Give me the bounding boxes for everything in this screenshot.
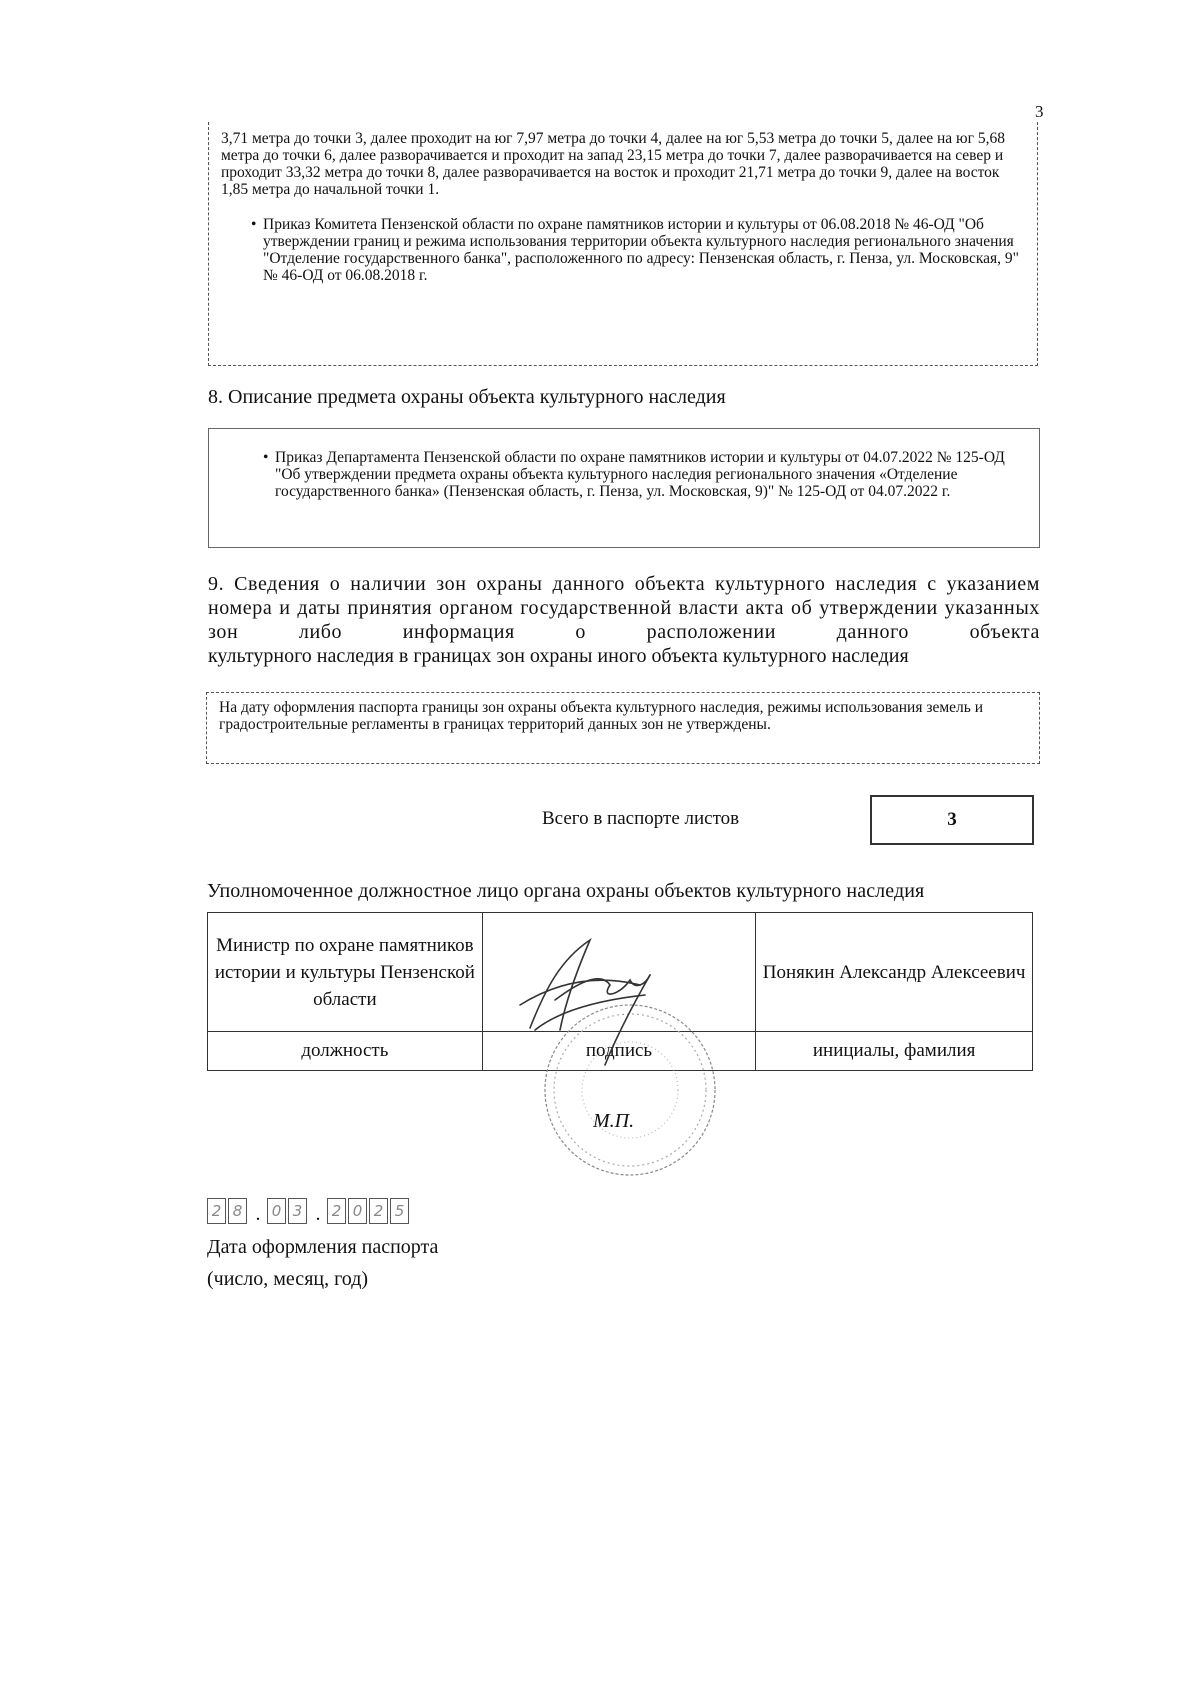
date-day: [207, 1198, 249, 1224]
date-year-digit: 5: [390, 1198, 409, 1224]
authorized-official-title: Уполномоченное должностное лицо органа охраны объектов культурного наследия: [207, 880, 925, 902]
territory-order-item: • Приказ Комитета Пензенской области по охране памятников истории и культуры от 06.08.2018 № 46-ОД "Об утверждении границ и режима использования территории объекта культурного наследия регионального значения "Отделение государственного банка", расположенного по адресу: Пензенская область, г. Пенза, ул. Московская, 9" № 46-ОД от 06.08.2018 г.: [221, 216, 1023, 284]
official-name: Понякин Александр Алексеевич: [756, 913, 1033, 1032]
date-year-digit: 2: [369, 1198, 388, 1224]
date-year-digit: 2: [327, 1198, 346, 1224]
signature-label: подпись: [482, 1032, 756, 1071]
protection-subject-order-item: • Приказ Департамента Пензенской области по охране памятников истории и культуры от 04.07.2022 № 125-ОД "Об утверждении предмета охраны объекта культурного наследия регионального значения «Отделение государственного банка» (Пензенская область, г. Пенза, ул. Московская, 9)" № 125-ОД от 04.07.2022 г.: [263, 449, 1025, 500]
seal-stamp-icon: [545, 1005, 715, 1175]
stamp-label: М.П.: [593, 1110, 635, 1132]
date-day-digit: 8: [228, 1198, 247, 1224]
total-sheets-value: 3: [870, 795, 1034, 845]
date-month-digit: 0: [267, 1198, 286, 1224]
date-year: [327, 1198, 411, 1224]
passport-date-format: (число, месяц, год): [207, 1268, 369, 1290]
date-month: [267, 1198, 309, 1224]
date-separator: .: [255, 1203, 261, 1225]
official-position: Министр по охране памятников истории и культуры Пензенской области: [208, 913, 483, 1032]
position-label: должность: [208, 1032, 483, 1071]
date-month-digit: 3: [288, 1198, 307, 1224]
name-label: инициалы, фамилия: [756, 1032, 1033, 1071]
date-day-digit: 2: [207, 1198, 226, 1224]
date-separator: .: [315, 1203, 321, 1225]
section-9-heading-text: 9. Сведения о наличии зон охраны данного объекта культурного наследия с указанием номера и даты принятия органом государственной власти акта об утверждении указанных зон либо информация о расположении данного объекта: [208, 573, 1040, 643]
total-sheets-label: Всего в паспорте листов: [542, 808, 740, 829]
protection-zones-text: На дату оформления паспорта границы зон охраны объекта культурного наследия, режимы использования земель и градостроительные регламенты в границах территорий данных зон не утверждены.: [219, 699, 983, 733]
boundary-description: 3,71 метра до точки 3, далее проходит на юг 7,97 метра до точки 4, далее на юг 5,53 метра до точки 5, далее на юг 5,68 метра до точки 6, далее разворачивается и проходит на запад 23,15 метра до точки 7, далее разворачивается на север и проходит 33,32 метра до точки 8, далее разворачивается на восток и проходит 21,71 метра до точки 9, далее на восток 1,85 метра до начальной точки 1.: [221, 130, 1005, 198]
passport-date-label: Дата оформления паспорта: [207, 1236, 439, 1258]
passport-date: [207, 1198, 411, 1224]
signature-icon: [520, 940, 650, 1065]
section-9-heading-last-line: культурного наследия в границах зон охраны иного объекта культурного наследия: [208, 645, 909, 667]
date-year-digit: 0: [348, 1198, 367, 1224]
page-number: 3: [1035, 102, 1044, 121]
section-8-heading: 8. Описание предмета охраны объекта культурного наследия: [208, 386, 726, 408]
